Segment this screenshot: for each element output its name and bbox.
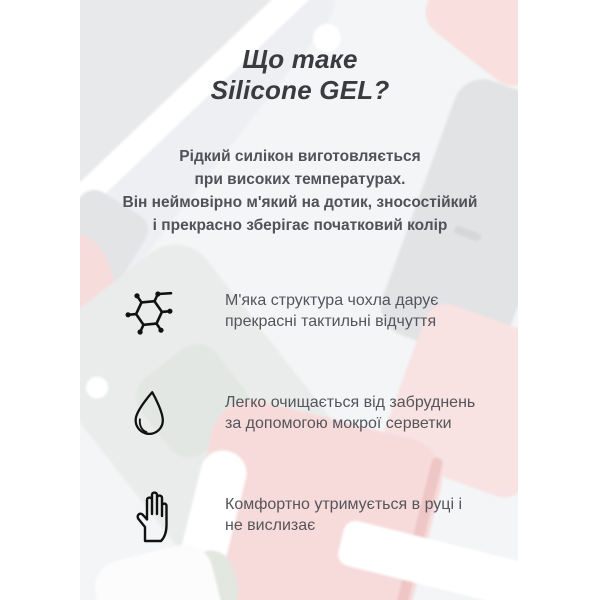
intro-line: при високих температурах. xyxy=(194,171,406,188)
intro-line: Рідкий силікон виготовляється xyxy=(179,148,421,165)
title-line-2: Silicone GEL? xyxy=(210,75,390,105)
feature-text xyxy=(225,494,462,537)
feature-text xyxy=(225,290,438,333)
molecule-icon xyxy=(122,281,178,341)
feature-line: М'яка структура чохла дарує xyxy=(225,291,439,309)
intro-paragraph xyxy=(0,145,600,237)
hand-icon xyxy=(122,485,178,545)
intro-line: і прекрасно зберігає початковий колір xyxy=(152,217,448,234)
feature-soft-structure xyxy=(122,281,560,341)
feature-text xyxy=(225,392,475,435)
intro-line: Він неймовірно м'який на дотик, зносостійкий xyxy=(122,194,478,211)
title-line-1: Що таке xyxy=(242,44,358,74)
feature-line: прекрасні тактильні відчуття xyxy=(225,313,437,330)
page-title xyxy=(0,44,600,106)
feature-line: не вислизає xyxy=(225,517,316,534)
feature-easy-cleaning xyxy=(122,383,560,443)
feature-line: Комфортно утримується в руці і xyxy=(225,495,462,513)
feature-line: за допомогою мокрої серветки xyxy=(225,415,452,432)
feature-comfort-grip xyxy=(122,485,560,545)
water-drop-icon xyxy=(122,383,178,443)
feature-line: Легко очищається від забруднень xyxy=(225,393,476,411)
